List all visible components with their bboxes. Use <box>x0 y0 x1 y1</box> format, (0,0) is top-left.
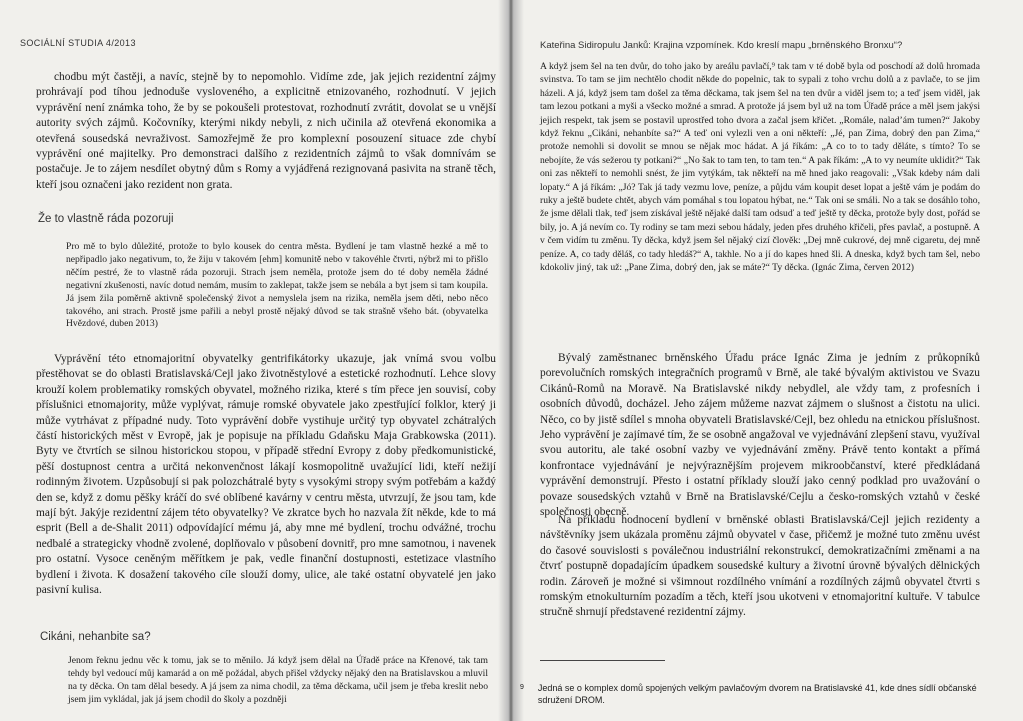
section-heading-2: Cikáni, nehanbite sa? <box>40 631 151 643</box>
right-paragraph-1: Bývalý zaměstnanec brněnského Úřadu práce Ignác Zima je jedním z průkopníků porevolučních romských integračních programů v Brně, ale také bývalým aktivistou ve Svazu Cikánů-Romů na Moravě. Na Bratislavské nikdy nebydlel, ale vždy tam, z profesních i osobních důvodů, docházel. Jeho zájem můžeme nazvat zájmem o slušnost a čistotu na ulici. Něco, co by jistě sdílel s mnoha obyvateli Bratislavské/Cejl, bez ohledu na etnickou příslušnost. Jeho vyprávění je zajímavé tím, že se osobně angažoval ve vyjednávání zlepšení stavu, využíval svou autoritu, ale také osobní vazby ve vyjednávání změny. Právě tento kontakt a přímá konfrontace vyjednávání je nejvýraznějším projevem mikroobčanství, které předkládaná vyprávění demonstrují. Přesto i ostatní příklady slouží jako cenný podklad pro uvažování o povaze sousedských vztahů v Brně na Bratislavské/Cejlu a česko-romských vztahů v české společnosti obecně. <box>540 352 980 519</box>
running-header-left: SOCIÁLNÍ STUDIA 4/2013 <box>20 38 136 48</box>
footnote-rule <box>540 660 665 661</box>
interview-quote-1: Pro mě to bylo důležité, protože to bylo kousek do centra města. Bydlení je tam vlastně hezké a mě to nepřipadlo jako negativum, to, že žiju v takovém [ehm] komunitě nebo v takovéhle čtvrti, nýbrž mi to přišlo něčím pestré, že to vlastně ráda pozoruji. Strach jsem neměla, protože jsem do té doby neměla žádné negativní zkušenosti, navíc dotud nemám, musím to zaklepat, takže jsem se nebála a byt jsem si tam koupila. Já jsem žila poměrně aktivně společenský život a nemyslela jsem na rizika, neměla jsem děti, nebo něco takového, ani strach. Prostě jsme pařili a nebyl prostě nějaký důvod se tak strašně všeho bát. (obyvatelka Hvězdové, duben 2013) <box>66 241 488 330</box>
footnote-text: Jedná se o komplex domů spojených velkým pavlačovým dvorem na Bratislavské 41, kde dnes sídlí občanské sdružení DROM. <box>537 683 977 705</box>
footnote <box>520 682 990 706</box>
interview-quote-2: Jenom řeknu jednu věc k tomu, jak se to měnilo. Já když jsem dělal na Úřadě práce na Křenové, tak tam tehdy byl vedoucí můj kamarád a on mě požádal, abych přišel vždycky nějaký den na Bratislavskou a mluvil na ty děcka. On tam dělal besedy. A já jsem za nima chodil, za těma děckama, učil jsem je třeba kreslit nebo jsem jim vykládal, jak já jsem chodil do školy a pozdněji <box>68 655 488 705</box>
footnote-number: 9 <box>520 684 524 691</box>
section-heading-1: Že to vlastně ráda pozoruji <box>38 213 174 225</box>
interview-quote-3: A když jsem šel na ten dvůr, do toho jako by areálu pavlačí,⁹ tak tam v té době byla od poschodí až dolů hromada svinstva. To tam se jim nechtělo chodit někde do popelnic, tak to sypali z toho vrchu dolů a z pavlače, to se jim házeli. A já, když jsem tam došel za těma děckama, tak jsem šel na ten dvůr a viděl jsem to; a teď jsem viděl, jak tam lezou potkani a myši a všecko možné a smrad. A protože já jsem byl už na tom Úřadě práce a měl jsem jakýsi jejich respekt, tak jsem se postavil uprostřed toho dvora a začal jsem křičet. „Romále, naladʼám tumen?“ Jakoby když řeknu „Cikáni, nehanbíte sa?“ A teď oni vylezli ven a oni někteří: „Jé, pan Zima, dobrý den pan Zima,“ protože nemohli si dovolit se mnou se nějak moc hádat. A já říkám: „A co to to tady děláte, s tímto? To se nebojíte, že vás sežerou ty potkani?“ „No šak to tam ten, to tam ten.“ A pak říkám: „A to vy neumíte uklidit?“ Tak oni zas někteří to nemohli snést, že jim vytýkám, tak někteří na mě hned jako reagovali: „Však kdeby nám dali lopaty.“ A já říkám: „Jó? Tak já tady vezmu love, peníze, a půjdu vám koupit deset lopat a ještě vám je podám do ruky a ještě budete chtět, abych vám pomáhal s tou lopatou hýbat, ne.“ Tak oni se smáli. No a tak se dosáhlo toho, že jsme dělali tlak, teď jsem získával ještě nějaké další tam odsuď a teď ještě ty děcka, protože byly dost, pořád se bily, jo. A já nevím co. Ty rodiny se tam mezi sebou hádaly, jeden přes druhého křičeli, přes pavlač, a postupně. A v čem vidím tu změnu. Ty děcka, když jsem šel nějaký cizí člověk: „Dej mně cukrové, dej mně cigaretu, dej mně peníze. A, co tady děláš, co tady hledáš?“ A, takhle. No a jí do kapes hned šli. A dneska, když bych tam šel, nebo kdokoliv jiný, tak už: „Pane Zima, dobrý den, jak se máte?“ Ty děcka. (Ignác Zima, červen 2012) <box>540 61 980 274</box>
left-paragraph-2: Vyprávění této etnomajoritní obyvatelky gentrifikátorky ukazuje, jak vnímá svou volbu přestěhovat se do oblasti Bratislavská/Cejl jako životněstylové a estetické rozhodnutí. Lehce slovy krouží kolem problematiky romských obyvatel, možného rizika, které s tím přece jen souvisí, coby příslušnici etnomajority, může vyplývat, rámuje romské obyvatele jako zpestřující folklor, který ji může vytrhávat z případné nudy. Toto vyprávění dobře vystihuje určitý typ obyvatel zchátralých částí historických měst v Evropě, jak je popisuje na příkladu Gdaňsku Maja Grabkowska (2011). Byty ve čtvrtích se silnou historickou stopou, v případě střední Evropy z doby předkomunistické, pěší dostupnost centra a určitá nekonvenčnost lákají kosmopolitně uvažující lidi, kteří nežijí rodinným životem. Uzpůsobují si pak polozchátralé byty s vysokými stropy svým potřebám a každý den se, když z domu pěšky kráčí do své oblíbené kavárny v centru města, utvrzují, že jsou tam, kde mají být. Jakýje rezidentní zájem této obyvatelky? Ve zkratce bych ho nazvala žít někde, kde to má esprit (Bell a de-Shalit 2011) odpovídající mému já, aby mne mé bydlení, trochu odvážné, trochu nedbalé a strategicky vhodně zvolené, doplňovalo v působení dovnitř, pro mne samotnou, i navenek pro ostatní. Vysoce ceněným měřítkem je pak, vedle finanční dostupnosti, estetizace vlastního bydlení i života. K dosažení takového cíle slouží domy, ulice, ale také ostatní obyvatelé jen jako pasivní kulisa. <box>36 353 496 597</box>
book-gutter <box>498 0 524 721</box>
left-paragraph-1: chodbu mýt častěji, a navíc, stejně by to nepomohlo. Vidíme zde, jak jejich rezidentní zájmy prohrávají pod tíhou jednoduše vysloveného, a explicitně etnizovaného, rozhodnutí. V jejich vyprávění není známka toho, že by se pokoušeli protestovat, rozhodnutí zvrátit, dovolat se u vnější autority svých zájmů. Kočovníky, kterými nikdy nebyli, z nich učinila až otevřená ekonomika a otevřená sousedská nevraživost. Samozřejmě že pro komplexní posouzení situace zde chybí vyprávění oné majitelky. Pro demonstraci dalšího z rezidentních zájmů to však domnívám se postačuje. Je to zájem nesdílet obytný dům s Romy a vyjádřená rezignovaná pasivita na straně těch, kteří jsou označeni jako rezident non grata. <box>36 71 496 191</box>
right-paragraph-2: Na příkladu hodnocení bydlení v brněnské oblasti Bratislavská/Cejl jejich rezidenty a návštěvníky jsem ukázala proměnu zájmů obyvatel v čase, přičemž je možné tuto změnu uvést do časové souvislosti s poválečnou industriální rekonstrukcí, demokratizačními změnami a na čtvrť postupně dopadajícím úpadkem sousedské kultury a životní úrovně bývalých dělnických rodin. Zároveň je možné si všimnout rozdílného vnímání a rozdílných zájmů obyvatel čtvrti s romským etnokulturním pozadím a těch, kteří jsou ukotveni v etnomajoritní kultuře. V tabulce stručně shrnují představené rezidentní zájmy. <box>540 514 980 619</box>
running-header-right: Kateřina Sidiropulu Janků: Krajina vzpomínek. Kdo kreslí mapu „brněnského Bronxu“? <box>540 40 903 51</box>
